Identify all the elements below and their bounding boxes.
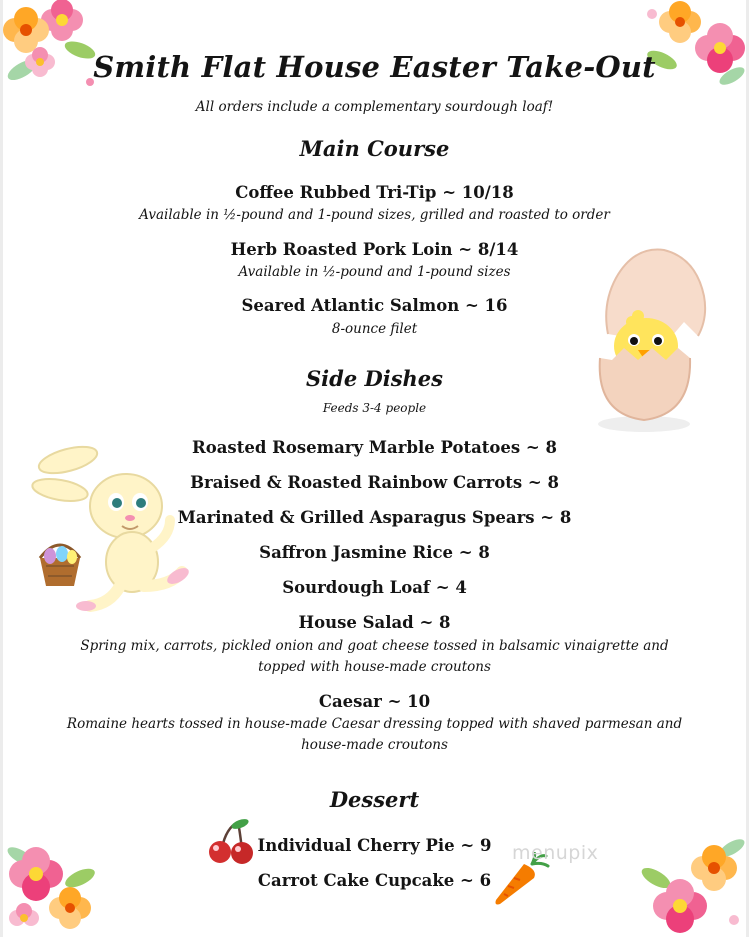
menu-item-description: topped with house-made croutons	[258, 659, 491, 675]
menu-item-name: Braised & Roasted Rainbow Carrots ~ 8	[190, 473, 559, 492]
menu-item-name: Sourdough Loaf ~ 4	[282, 578, 467, 597]
watermark: menupix	[512, 842, 599, 864]
menu-item-name: Saffron Jasmine Rice ~ 8	[259, 543, 490, 562]
menu-item-description: Available in ½-pound and 1-pound sizes	[238, 264, 511, 280]
menu-item-name: Individual Cherry Pie ~ 9	[257, 836, 492, 855]
dessert-heading: Dessert	[329, 787, 420, 812]
menu-item-description: 8-ounce filet	[331, 321, 418, 337]
menu-item-name: Marinated & Grilled Asparagus Spears ~ 8	[177, 508, 572, 527]
side-dishes-heading: Side Dishes	[306, 366, 443, 391]
main-course-heading: Main Course	[299, 136, 450, 161]
menu-item-description: Available in ½-pound and 1-pound sizes, grilled and roasted to order	[139, 207, 610, 223]
menu-title: Smith Flat House Easter Take-Out	[93, 50, 656, 84]
menu-item-name: Herb Roasted Pork Loin ~ 8/14	[230, 240, 519, 259]
menu-item-name: Seared Atlantic Salmon ~ 16	[241, 296, 508, 315]
menu-item-description: house-made croutons	[301, 737, 448, 753]
menu-item-description: Spring mix, carrots, pickled onion and goat cheese tossed in balsamic vinaigrette and	[80, 638, 669, 654]
menu-item-name: House Salad ~ 8	[298, 613, 451, 632]
menu-item-name: Roasted Rosemary Marble Potatoes ~ 8	[192, 438, 557, 457]
menu-item-name: Coffee Rubbed Tri-Tip ~ 10/18	[235, 183, 514, 202]
menu-item-name: Caesar ~ 10	[318, 692, 431, 711]
menu-subtitle: All orders include a complementary sourdough loaf!	[195, 99, 554, 115]
menu-item-name: Carrot Cake Cupcake ~ 6	[257, 871, 492, 890]
side-dishes-note: Feeds 3-4 people	[322, 401, 427, 415]
menu-item-description: Romaine hearts tossed in house-made Caesar dressing topped with shaved parmesan and	[66, 716, 683, 732]
